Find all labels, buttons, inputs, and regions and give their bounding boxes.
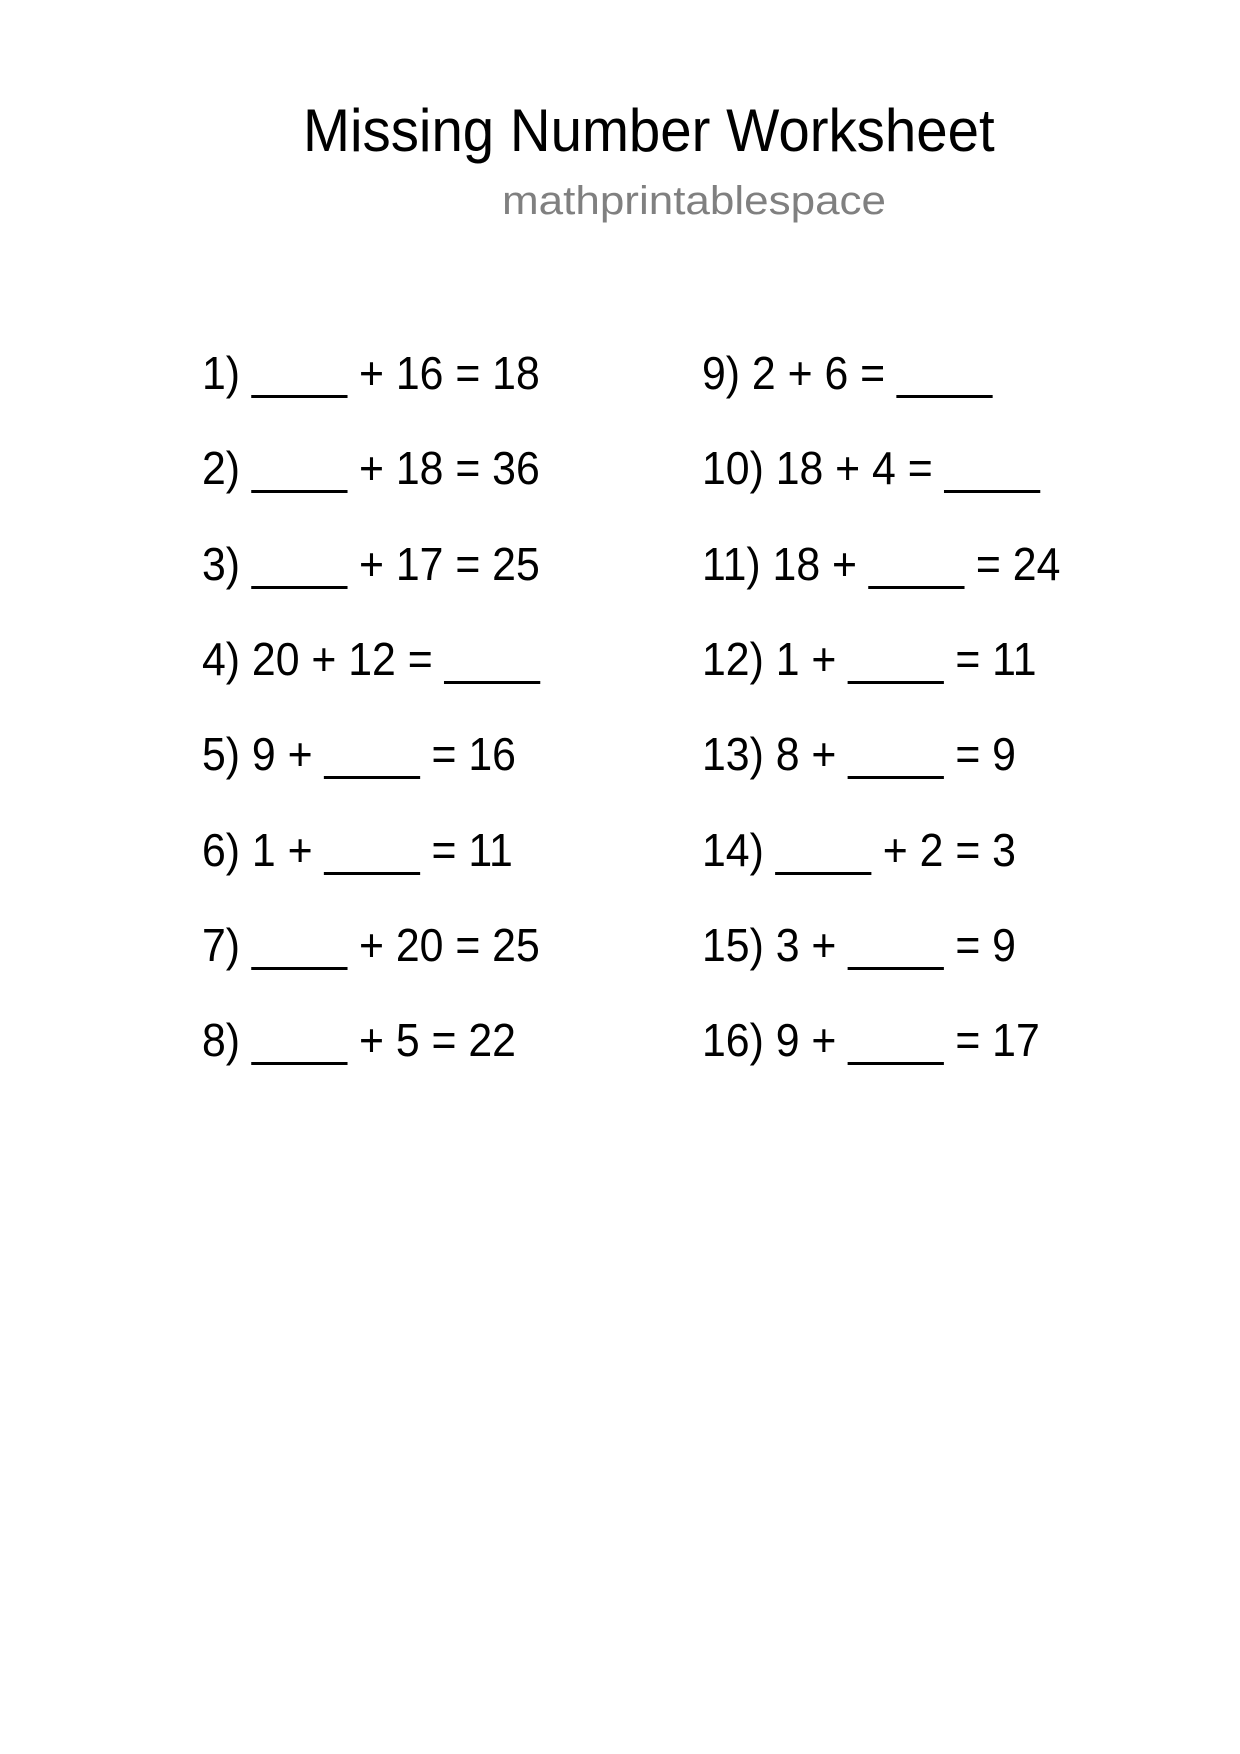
problem-9: 9) 2 + 6 = ____ <box>702 347 993 399</box>
problem-15: 15) 3 + ____ = 9 <box>702 919 1016 971</box>
problem-3: 3) ____ + 17 = 25 <box>202 538 540 590</box>
problem-6: 6) 1 + ____ = 11 <box>202 824 513 876</box>
problem-5: 5) 9 + ____ = 16 <box>202 728 516 780</box>
worksheet-title: Missing Number Worksheet <box>303 97 995 164</box>
problem-14: 14) ____ + 2 = 3 <box>702 824 1016 876</box>
worksheet-subtitle: mathprintablespace <box>502 179 887 223</box>
problem-8: 8) ____ + 5 = 22 <box>202 1014 516 1066</box>
problem-2: 2) ____ + 18 = 36 <box>202 442 540 494</box>
problem-7: 7) ____ + 20 = 25 <box>202 919 540 971</box>
problem-4: 4) 20 + 12 = ____ <box>202 633 540 685</box>
problem-16: 16) 9 + ____ = 17 <box>702 1014 1040 1066</box>
problem-12: 12) 1 + ____ = 11 <box>702 633 1037 685</box>
problem-11: 11) 18 + ____ = 24 <box>702 538 1061 590</box>
problem-10: 10) 18 + 4 = ____ <box>702 442 1040 494</box>
problem-13: 13) 8 + ____ = 9 <box>702 728 1016 780</box>
problem-1: 1) ____ + 16 = 18 <box>202 347 540 399</box>
